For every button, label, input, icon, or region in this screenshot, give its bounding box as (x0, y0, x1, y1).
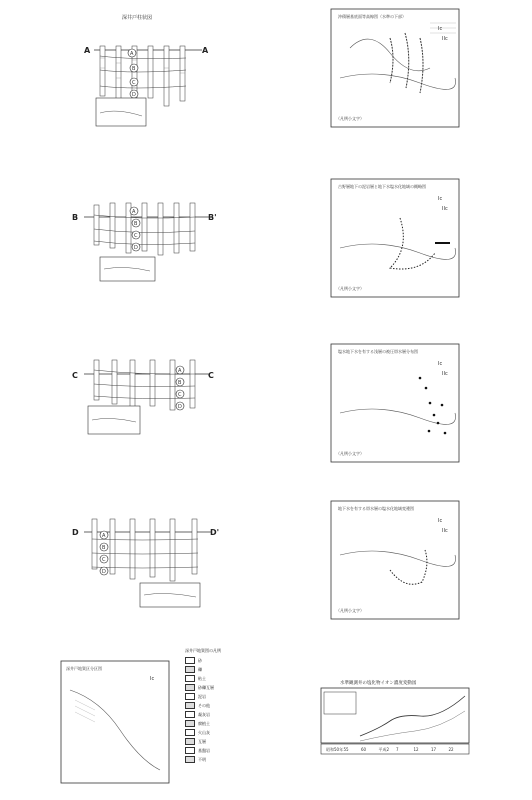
section-b (70, 185, 225, 285)
bottom-left-map (60, 660, 170, 785)
legend (185, 648, 265, 798)
map-3 (330, 343, 460, 463)
svg-text:D: D (178, 404, 182, 410)
section-b-left-label: B (72, 213, 79, 222)
section-c-left-label: C (72, 371, 78, 380)
legend-item (185, 737, 265, 746)
section-a-right-label: A (202, 46, 209, 55)
legend-label: 互層 (198, 738, 206, 744)
legend-swatch (185, 747, 195, 754)
svg-text:IIc: IIc (442, 528, 448, 534)
legend-item (185, 656, 265, 665)
svg-text:IIc: IIc (442, 36, 448, 42)
timeline-label: 22 (448, 747, 454, 752)
svg-text:IIc: IIc (442, 371, 448, 377)
svg-text:C: C (178, 392, 182, 398)
legend-swatch (185, 675, 195, 682)
svg-text:D: D (102, 569, 106, 575)
svg-text:B: B (132, 66, 136, 72)
legend-title: 深井戸地質図の凡例 (185, 648, 221, 653)
legend-item (185, 710, 265, 719)
svg-text:（凡例小文字）: （凡例小文字） (336, 608, 364, 613)
section-d (70, 505, 230, 610)
timeline-label: 平成2 (378, 747, 390, 752)
legend-label: 礫 (198, 666, 202, 672)
timeline-label: 55 (343, 747, 349, 752)
legend-item (185, 701, 265, 710)
legend-item (185, 692, 265, 701)
legend-label: 火山灰 (198, 729, 210, 735)
legend-swatch (185, 684, 195, 691)
svg-text:IIc: IIc (442, 206, 448, 212)
timeline-label: 昭和50年 (326, 747, 344, 752)
svg-text:（凡例小文字）: （凡例小文字） (336, 286, 364, 291)
legend-item (185, 683, 265, 692)
legend-item (185, 665, 265, 674)
legend-swatch (185, 738, 195, 745)
svg-text:C: C (132, 80, 136, 86)
map-2 (330, 178, 460, 298)
legend-swatch (185, 693, 195, 700)
section-a-title: 深井戸柱状図 (122, 15, 153, 21)
section-d-right-label: D' (210, 528, 220, 537)
section-b-right-label: B' (208, 213, 217, 222)
legend-label: 砂 (198, 657, 202, 663)
svg-text:B: B (102, 545, 106, 551)
svg-text:地下水を有する帯水層の塩水化地域変遷図: 地下水を有する帯水層の塩水化地域変遷図 (338, 506, 414, 511)
svg-text:Ic: Ic (438, 518, 443, 524)
svg-text:D: D (134, 245, 138, 251)
section-a-left-label: A (84, 46, 91, 55)
svg-text:B: B (178, 380, 182, 386)
legend-item (185, 755, 265, 764)
legend-label: 粘土 (198, 675, 206, 681)
svg-text:A: A (102, 533, 106, 539)
legend-label: 腐植土 (198, 720, 210, 726)
legend-label: 砂礫互層 (198, 684, 214, 690)
chart-title: 水準観測井の塩化物イオン濃度変動図 (340, 681, 417, 686)
legend-label: 基盤岩 (198, 747, 210, 753)
svg-text:Ic: Ic (438, 361, 443, 367)
svg-text:C: C (102, 557, 106, 563)
legend-swatch (185, 711, 195, 718)
legend-swatch (185, 657, 195, 664)
timeline-label: 7 (396, 747, 399, 752)
svg-text:古野層地下の泥岩層と地下水塩水化地域の概略図: 古野層地下の泥岩層と地下水塩水化地域の概略図 (338, 184, 426, 189)
svg-text:A: A (130, 51, 134, 57)
bottom-right-chart (320, 680, 470, 770)
svg-text:Ic: Ic (438, 196, 443, 202)
legend-swatch (185, 720, 195, 727)
svg-text:A: A (132, 209, 136, 215)
svg-text:D: D (132, 92, 136, 98)
svg-text:（凡例小文字）: （凡例小文字） (336, 116, 364, 121)
section-c (70, 340, 225, 440)
timeline-label: 17 (431, 747, 437, 752)
legend-swatch (185, 666, 195, 673)
legend-label: 凝灰岩 (198, 711, 210, 717)
legend-item (185, 719, 265, 728)
legend-label: 泥岩 (198, 693, 206, 699)
legend-swatch (185, 729, 195, 736)
legend-label: その他 (198, 702, 210, 708)
legend-item (185, 674, 265, 683)
svg-text:C: C (134, 233, 138, 239)
legend-swatch (185, 702, 195, 709)
legend-item (185, 728, 265, 737)
svg-text:A: A (178, 368, 182, 374)
timeline-label: 12 (413, 747, 419, 752)
svg-text:Ic: Ic (150, 676, 155, 682)
legend-swatch (185, 756, 195, 763)
map-1 (330, 8, 460, 128)
legend-label: 不明 (198, 756, 206, 762)
legend-list (185, 656, 265, 764)
svg-text:（凡例小文字）: （凡例小文字） (336, 451, 364, 456)
timeline-label: 60 (361, 747, 367, 752)
svg-text:B: B (134, 221, 138, 227)
svg-text:Ic: Ic (438, 26, 443, 32)
svg-text:沖積層基底面等高線図（水準の下部）: 沖積層基底面等高線図（水準の下部） (338, 14, 406, 19)
section-c-right-label: C (208, 371, 214, 380)
svg-text:塩水地下水を有する浅層の被圧帯水層分布図: 塩水地下水を有する浅層の被圧帯水層分布図 (338, 349, 418, 354)
map-4 (330, 500, 460, 620)
svg-text:深井戸地質区分区図: 深井戸地質区分区図 (66, 666, 102, 671)
section-d-left-label: D (72, 528, 79, 537)
section-a (82, 8, 222, 128)
legend-item (185, 746, 265, 755)
